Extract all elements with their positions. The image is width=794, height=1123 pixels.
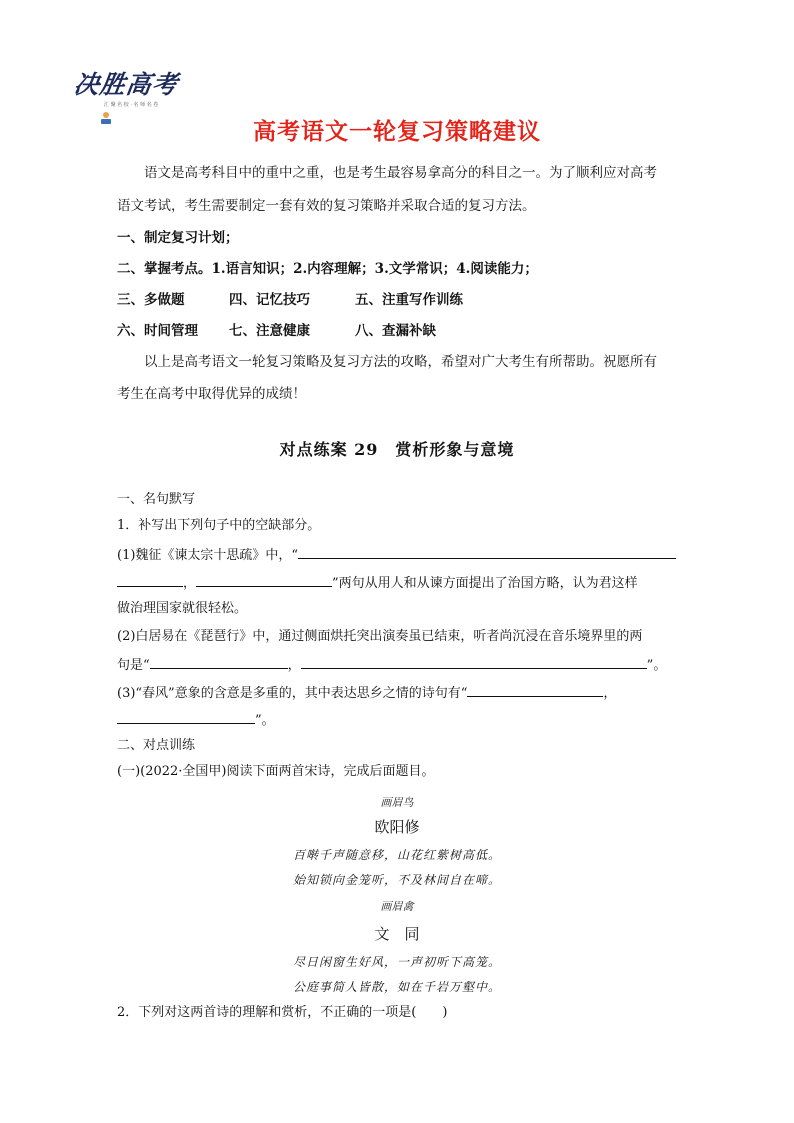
part2-heading: 二、对点训练 [117,738,196,753]
logo-subtitle: 汇 聚 名 校 · 名 师 名 卷 [104,102,159,108]
sentence-3-line-1 [117,682,677,704]
section-title: 对点练案 29 赏析形象与意境 [279,440,515,459]
poem-1-line-2: 始知锁向金笼听，不及林间自在啼。 [292,873,501,887]
poem-2-line-2: 公庭事简人皆散，如在千岩万壑中。 [292,980,501,994]
part2-intro: (一)(2022·全国甲)阅读下面两首宋诗，完成后面题目。 [117,764,435,779]
poem-2-title: 画眉禽 [380,900,414,913]
poem-2-line-1: 尽日闲窗生好风，一声初听下高笼。 [292,955,501,969]
sentence-1-comma: ， [183,576,197,591]
intro-paragraph-2-line-1: 以上是高考语文一轮复习策略及复习方法的攻略，希望对广大考生有所帮助。祝愿所有 [144,354,657,370]
blank-3-1[interactable] [467,682,603,697]
page-title: 高考语文一轮复习策略建议 [253,119,541,145]
sentence-3-line-2 [117,709,677,731]
strategy-item-3: 三、多做题 [117,292,185,308]
sentence-3-suffix: ”。 [255,713,275,728]
part1-heading: 一、名句默写 [117,492,196,507]
blank-1-2[interactable] [196,572,332,587]
strategy-item-2: 二、掌握考点。1.语言知识；2.内容理解；3.文学常识；4.阅读能力； [117,261,538,277]
sentence-2-suffix: ”。 [646,658,667,673]
poem-1-line-1: 百啭千声随意移，山花红紫树高低。 [292,848,501,862]
question-2: 2．下列对这两首诗的理解和赏析，不正确的一项是( ) [117,1005,448,1020]
sentence-3-comma: ， [603,686,617,701]
intro-paragraph-1-line-2: 语文考试，考生需要制定一套有效的复习策略并采取合适的复习方法。 [117,198,536,214]
sentence-2-comma: ， [287,658,301,673]
sentence-2-line-2 [117,654,677,676]
sentence-2-prefix: 句是“ [117,658,150,673]
poem-2-author: 文 同 [374,925,420,943]
blank-2-1[interactable] [150,654,288,669]
intro-paragraph-2-line-2: 考生在高考中取得优异的成绩！ [117,386,306,402]
strategy-item-1: 一、制定复习计划； [117,230,239,246]
blank-2-2[interactable] [301,654,647,669]
sentence-3-prefix: (3)“春风”意象的含意是多重的，其中表达思乡之情的诗句有“ [117,686,468,701]
logo-text: 决胜高考 [72,70,181,99]
strategy-item-6: 六、时间管理 [117,323,198,339]
blank-1-1[interactable] [298,544,676,559]
sentence-1-line-1 [117,544,677,566]
sentence-1-line-2 [117,572,677,594]
intro-paragraph-1-line-1: 语文是高考科目中的重中之重，也是考生最容易拿高分的科目之一。为了顺利应对高考 [144,165,657,181]
strategy-item-5: 五、注重写作训练 [355,292,463,308]
sentence-1-prefix: (1)魏征《谏太宗十思疏》中，“ [117,548,299,563]
question-1: 1．补写出下列句子中的空缺部分。 [117,518,321,533]
poem-1-author: 欧阳修 [374,818,420,836]
sentence-1-line-3: 做治理国家就很轻松。 [117,601,248,616]
blank-1-1-cont[interactable] [117,572,183,587]
strategy-item-7: 七、注意健康 [229,323,310,339]
strategy-row-3 [117,290,677,310]
poem-1-title: 画眉鸟 [380,796,414,809]
blank-3-2[interactable] [117,709,255,724]
strategy-item-4: 四、记忆技巧 [229,292,310,308]
strategy-item-8: 八、查漏补缺 [355,323,436,339]
sentence-2-line-1: (2)白居易在《琵琶行》中，通过侧面烘托突出演奏虽已结束，听者尚沉浸在音乐境界里的两 [117,629,643,644]
sentence-1-suffix: ”两句从用人和从谏方面提出了治国方略，认为君这样 [332,576,638,591]
strategy-row-4 [117,321,677,341]
